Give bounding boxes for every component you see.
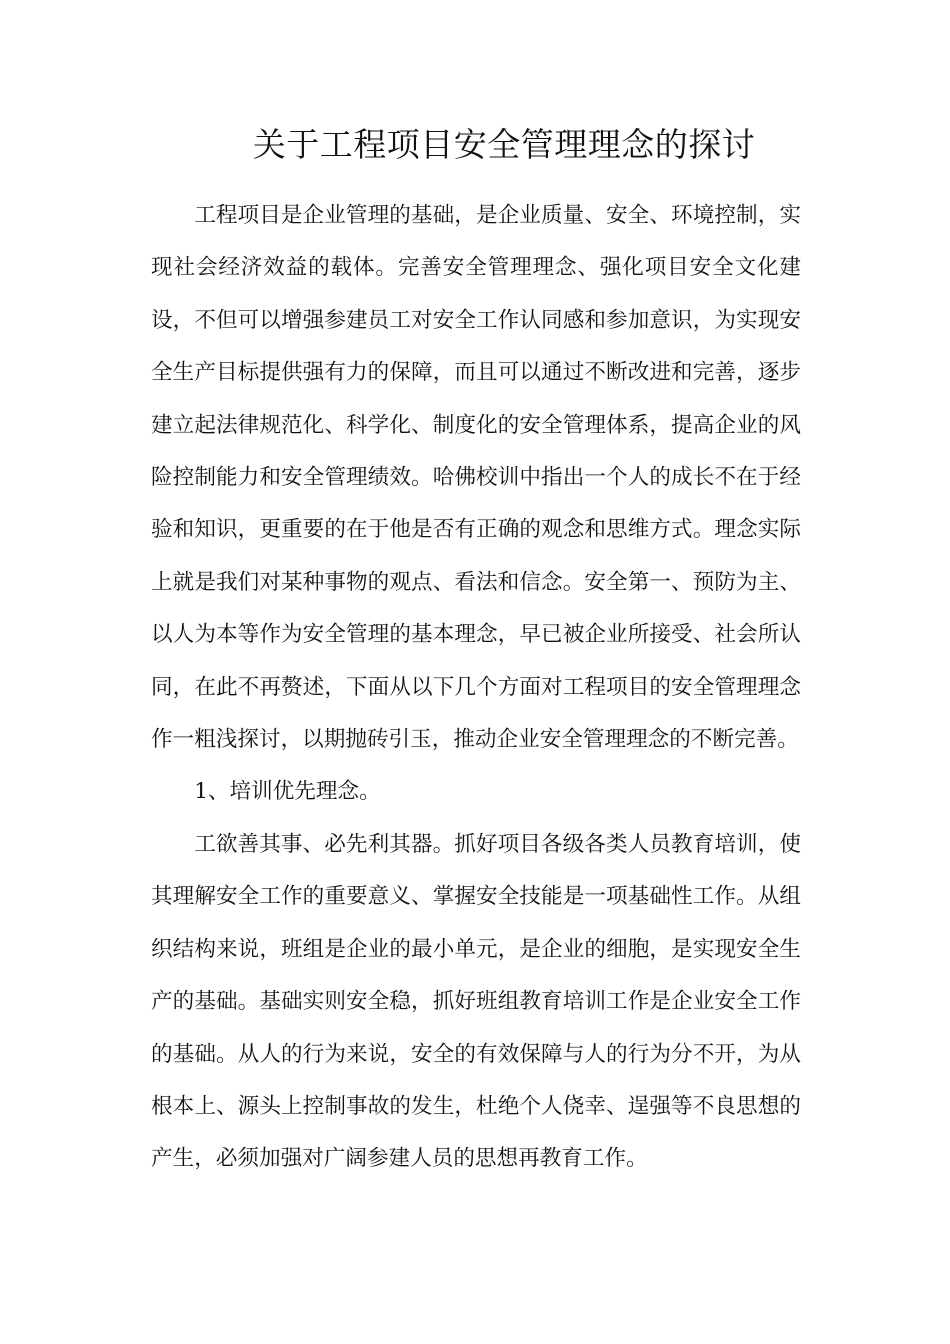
paragraph-training: 工欲善其事、必先利其器。抓好项目各级各类人员教育培训，使其理解安全工作的重要意义、掌握安全技能是一项基础性工作。从组织结构来说，班组是企业的最小单元，是企业的细胞，是实现安全生产的基础。基础实则安全稳，抓好班组教育培训工作是企业安全工作的基础。从人的行为来说，安全的有效保障与人的行为分不开，为从根本上、源头上控制事故的发生，杜绝个人侥幸、逞强等不良思想的产生，必须加强对广阔参建人员的思想再教育工作。 xyxy=(151,831,801,1172)
document-title: 关于工程项目安全管理理念的探讨 xyxy=(252,125,756,164)
document-body xyxy=(151,190,801,1186)
section-heading-training: 1、培训优先理念。 xyxy=(194,779,381,805)
paragraph-intro: 工程项目是企业管理的基础，是企业质量、安全、环境控制，实现社会经济效益的载体。完善安全管理理念、强化项目安全文化建设，不但可以增强参建员工对安全工作认同感和参加意识，为实现安全生产目标提供强有力的保障，而且可以通过不断改进和完善，逐步建立起法律规范化、科学化、制度化的安全管理体系，提高企业的风险控制能力和安全管理绩效。哈佛校训中指出一个人的成长不在于经验和知识，更重要的在于他是否有正确的观念和思维方式。理念实际上就是我们对某种事物的观点、看法和信念。安全第一、预防为主、以人为本等作为安全管理的基本理念，早已被企业所接受、社会所认同，在此不再赘述，下面从以下几个方面对工程项目的安全管理理念作一粗浅探讨，以期抛砖引玉，推动企业安全管理理念的不断完善。 xyxy=(151,203,801,753)
